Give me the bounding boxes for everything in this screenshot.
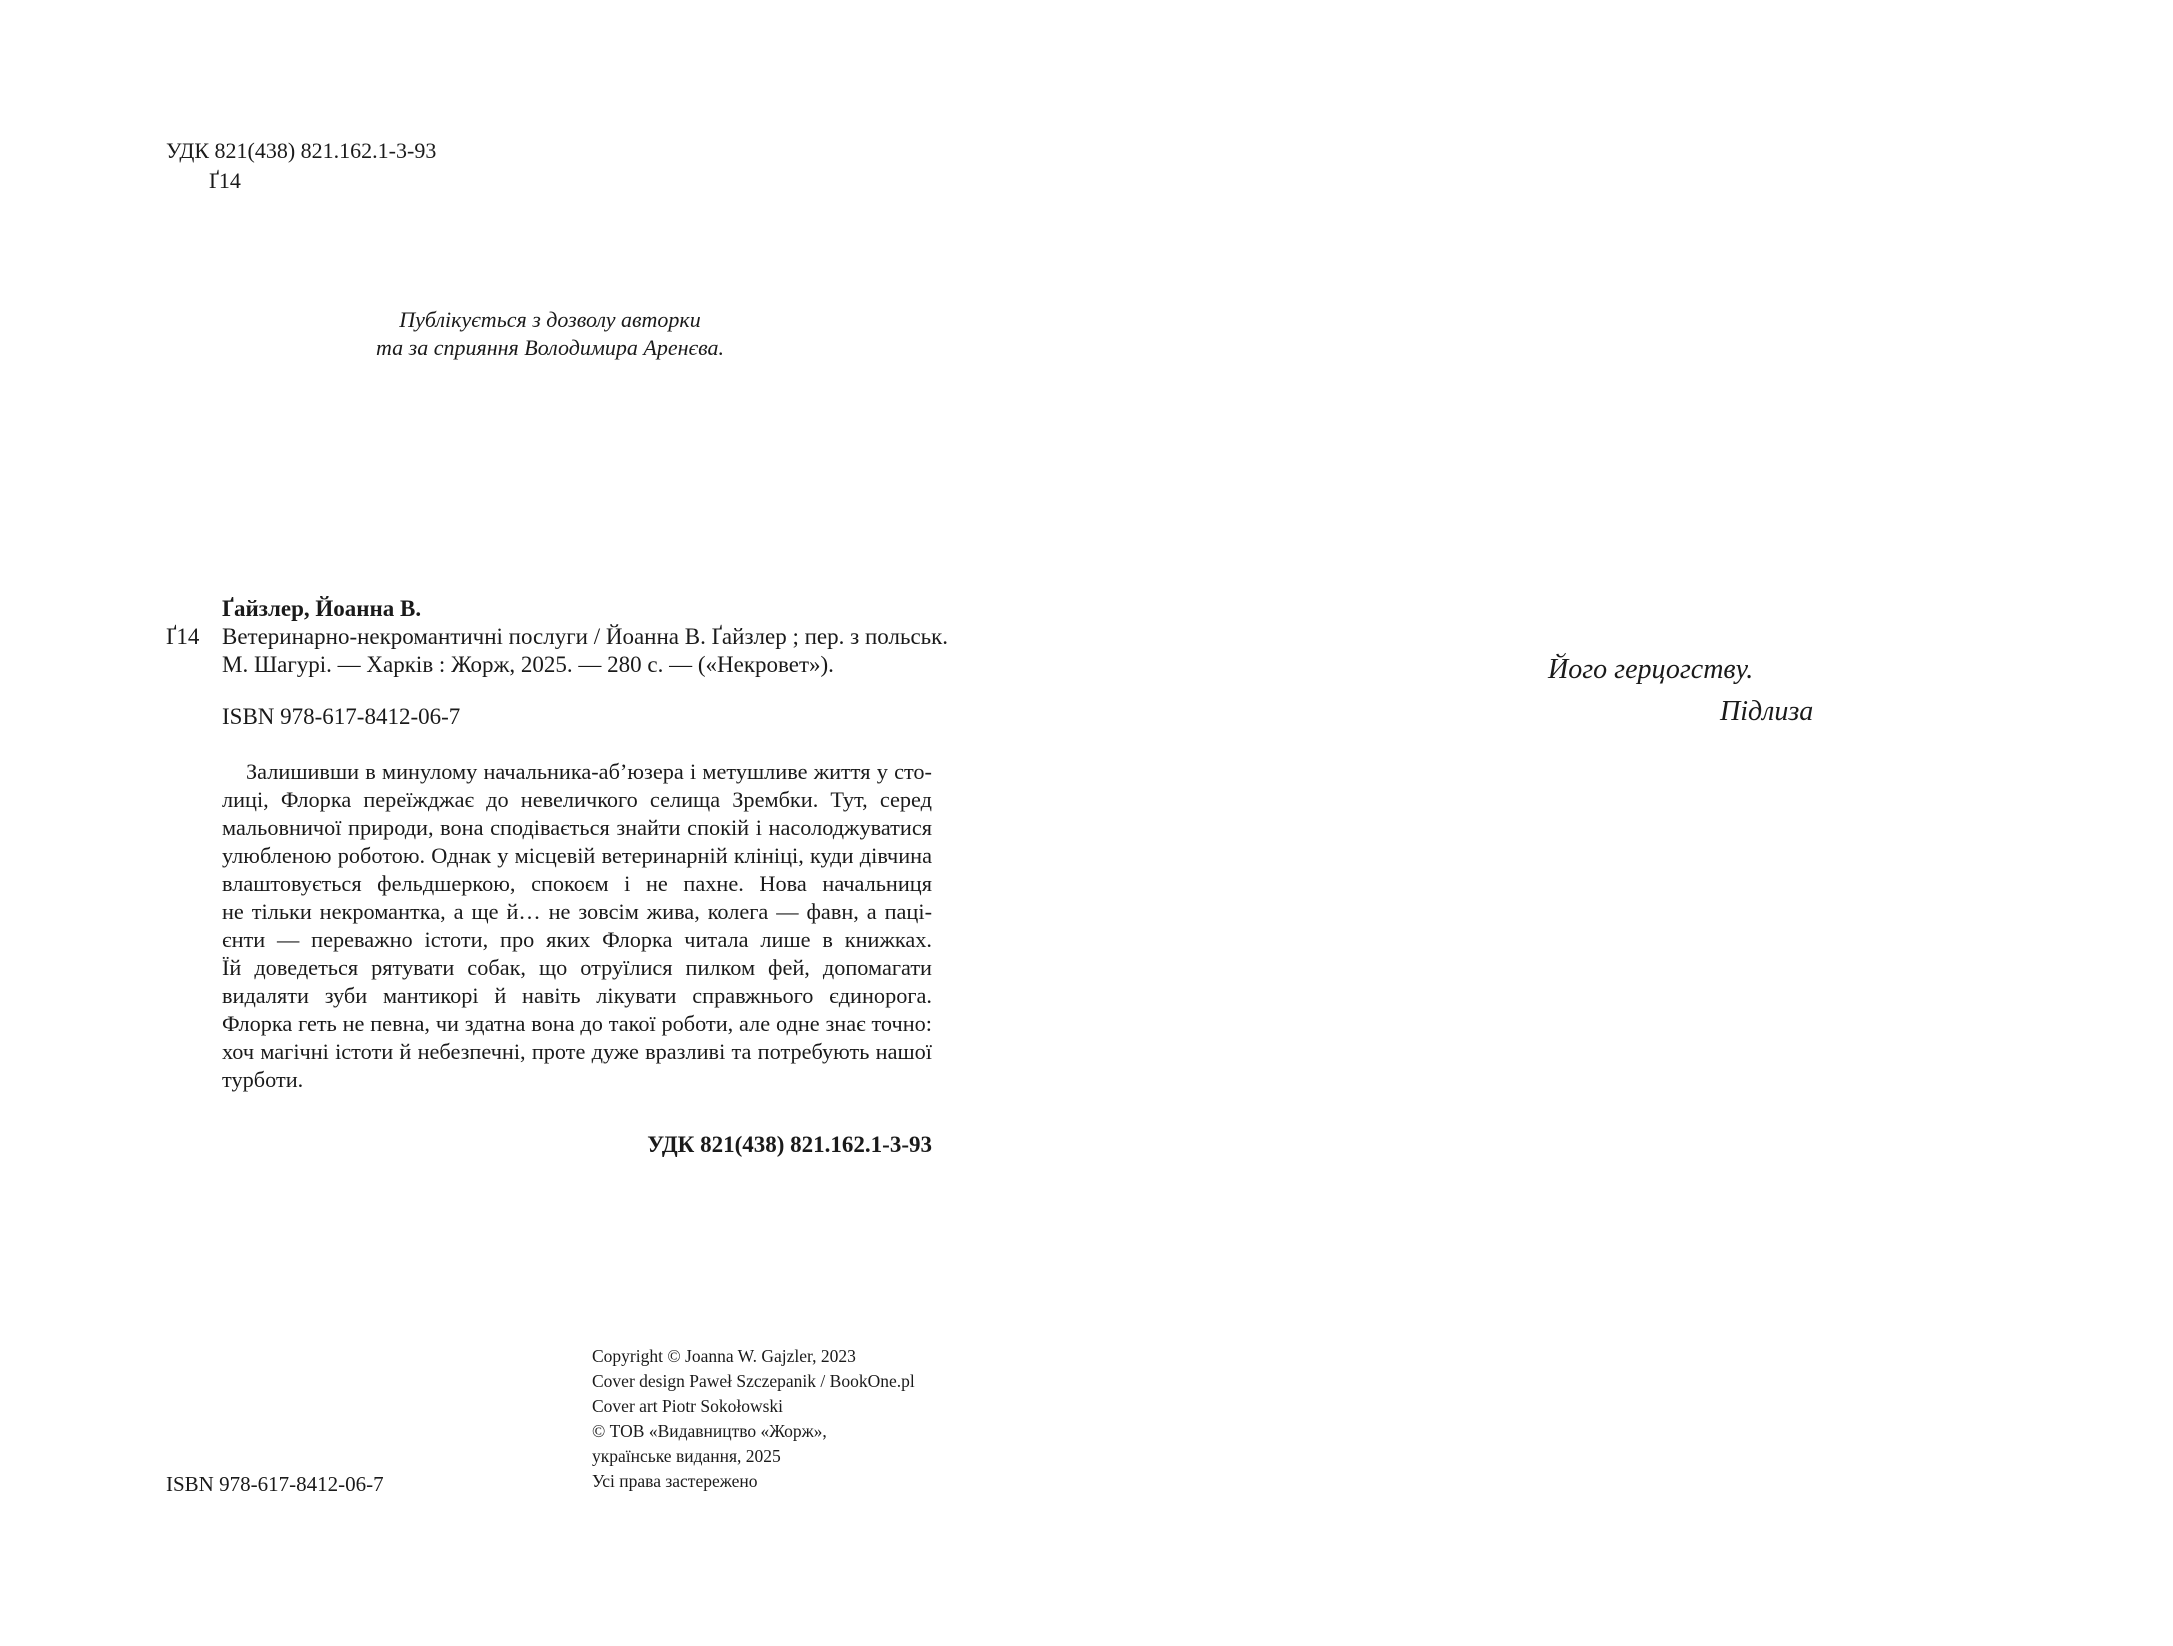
- isbn-footer: ISBN 978-617-8412-06-7: [166, 1472, 384, 1496]
- udk-header: УДК 821(438) 821.162.1-3-93: [166, 138, 437, 163]
- permission-line-1: Публікується з дозволу авторки: [399, 307, 701, 332]
- copyright-line: Усі права застережено: [592, 1471, 758, 1491]
- annotation-line: хоч магічні істоти й небезпечні, проте дуже вразливі та потребують нашої: [222, 1039, 932, 1064]
- annotation-line: не тільки некромантка, а ще й… не зовсім жива, колега — фавн, а паці-: [222, 899, 932, 924]
- annotation: [222, 758, 932, 1094]
- annotation-line: лиці, Флорка переїжджає до невеличкого селища Зрембки. Тут, серед: [222, 787, 932, 812]
- catalog-isbn: ISBN 978-617-8412-06-7: [222, 704, 461, 729]
- annotation-line: єнти — переважно істоти, про яких Флорка читала лише в книжках.: [222, 927, 932, 952]
- annotation-line: видаляти зуби мантикорі й навіть лікувати справжнього єдинорога.: [222, 983, 932, 1008]
- annotation-line: Залишивши в минулому начальника-аб’юзера і метушливе життя у сто-: [246, 759, 932, 784]
- catalog-line-2: М. Шагурі. — Харків : Жорж, 2025. — 280 с. — («Некровет»).: [222, 652, 834, 677]
- dedication-signature: Підлиза: [1720, 696, 1814, 727]
- catalog-author: Ґайзлер, Йоанна В.: [222, 596, 422, 621]
- copyright-line: Cover art Piotr Sokołowski: [592, 1396, 784, 1416]
- annotation-line: улюбленою роботою. Однак у місцевій ветеринарній клініці, куди дівчина: [222, 843, 932, 868]
- dedication-line: Його герцогству.: [1548, 654, 1754, 685]
- catalog-code: Ґ14: [166, 624, 200, 649]
- annotation-line: влаштовується фельдшеркою, спокоєм і не пахне. Нова начальниця: [222, 871, 932, 896]
- annotation-line: мальовничої природи, вона сподівається знайти спокій і насолоджуватися: [222, 815, 932, 840]
- copyright-line: Cover design Paweł Szczepanik / BookOne.pl: [592, 1371, 915, 1391]
- copyright-line: © ТОВ «Видавництво «Жорж»,: [592, 1421, 827, 1441]
- permission-line-2: та за сприяння Володимира Аренєва.: [375, 335, 725, 360]
- annotation-line: турботи.: [222, 1067, 304, 1092]
- udk-footer: УДК 821(438) 821.162.1-3-93: [647, 1132, 932, 1157]
- catalog-line-1: Ветеринарно-некромантичні послуги / Йоанна В. Ґайзлер ; пер. з польськ.: [222, 624, 949, 649]
- annotation-line: Їй доведеться рятувати собак, що отруїлися пилком фей, допомагати: [222, 955, 932, 980]
- author-code: Ґ14: [209, 168, 241, 193]
- copyright-line: українське видання, 2025: [592, 1446, 781, 1466]
- copyright-line: Copyright © Joanna W. Gajzler, 2023: [592, 1346, 856, 1366]
- copyright-block: [592, 1344, 915, 1494]
- annotation-line: Флорка геть не певна, чи здатна вона до такої роботи, але одне знає точно:: [222, 1011, 932, 1036]
